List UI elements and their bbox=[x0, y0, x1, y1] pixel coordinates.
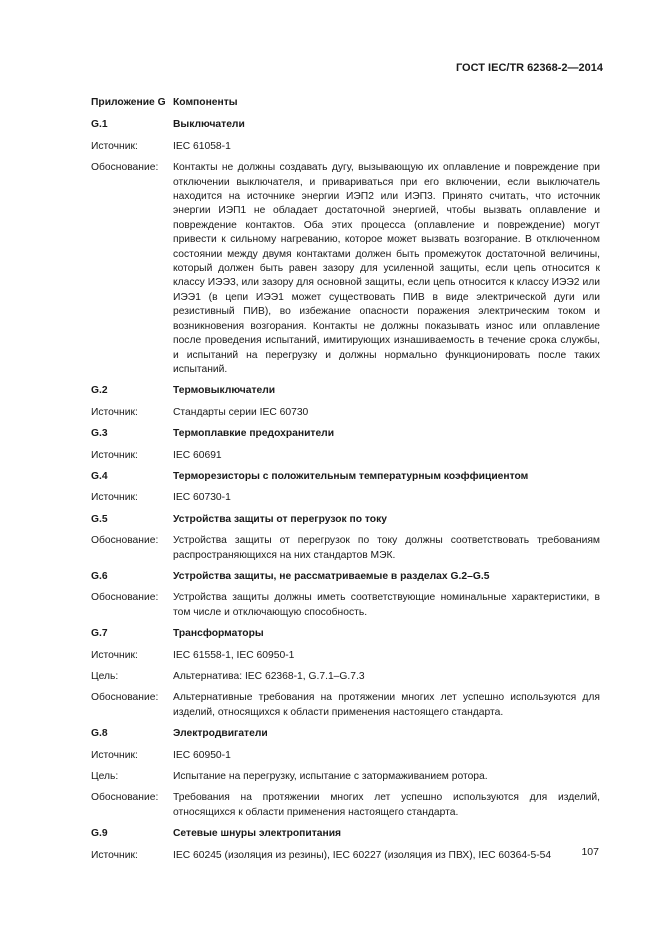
section-title: Терморезисторы с положительным температурным коэффициентом bbox=[173, 470, 529, 482]
field-value: IEC 61058-1 bbox=[173, 140, 231, 152]
field-row bbox=[91, 140, 600, 154]
appendix-heading bbox=[91, 96, 600, 110]
section-number: G.5 bbox=[91, 513, 108, 525]
field-label: Источник: bbox=[91, 406, 138, 418]
field-row bbox=[91, 534, 600, 563]
field-label: Обоснование: bbox=[91, 592, 159, 604]
field-row bbox=[91, 691, 600, 720]
section-title: Устройства защиты от перегрузок по току bbox=[173, 513, 387, 525]
section-number: G.3 bbox=[91, 428, 108, 440]
section-heading bbox=[91, 470, 600, 484]
field-value: Устройства защиты должны иметь соответствующие номинальные характеристики, в том числе и отключающую способность. bbox=[173, 592, 600, 618]
field-row bbox=[91, 406, 600, 420]
field-value: Стандарты серии IEC 60730 bbox=[173, 406, 309, 418]
section-heading bbox=[91, 727, 600, 741]
field-label: Цель: bbox=[91, 671, 119, 682]
field-value: IEC 60245 (изоляция из резины), IEC 60227 (изоляция из ПВХ), IEC 60364-5-54 bbox=[173, 849, 552, 861]
section-title: Термоплавкие предохранители bbox=[173, 428, 335, 440]
section-number: G.6 bbox=[91, 570, 108, 582]
field-label: Источник: bbox=[91, 140, 138, 152]
field-label: Источник: bbox=[91, 649, 138, 661]
field-row bbox=[91, 491, 600, 505]
component-list bbox=[91, 118, 600, 863]
field-row bbox=[91, 649, 600, 663]
section-heading bbox=[91, 384, 600, 398]
field-label: Обоснование: bbox=[91, 535, 159, 547]
section-title: Сетевые шнуры электропитания bbox=[173, 828, 342, 840]
field-row bbox=[91, 591, 600, 620]
section-heading bbox=[91, 427, 600, 441]
section-number: G.9 bbox=[91, 828, 108, 840]
section-heading bbox=[91, 118, 600, 132]
field-row bbox=[91, 670, 600, 684]
field-value: Альтернативные требования на протяжении многих лет успешно используются для изделий, относящихся к области применения настоящего стандарта. bbox=[173, 692, 600, 718]
field-row bbox=[91, 749, 600, 763]
section-title: Выключатели bbox=[173, 119, 245, 131]
section-number: G.8 bbox=[91, 728, 108, 740]
section-number: G.7 bbox=[91, 628, 108, 640]
field-row bbox=[91, 449, 600, 463]
field-label: Обоснование: bbox=[91, 792, 159, 804]
field-label: Источник: bbox=[91, 749, 138, 761]
field-label: Источник: bbox=[91, 849, 138, 861]
field-label: Цель: bbox=[91, 771, 119, 783]
field-value: IEC 60730-1 bbox=[173, 492, 231, 504]
field-value: Требования на протяжении многих лет успешно используются для изделий, относящихся к области применения настоящего стандарта. bbox=[173, 792, 600, 818]
field-value: IEC 60691 bbox=[173, 449, 222, 461]
field-value: IEC 61558-1, IEC 60950-1 bbox=[173, 649, 295, 661]
field-value: Альтернатива: IEC 62368-1, G.7.1–G.7.3 bbox=[173, 671, 365, 682]
section-heading bbox=[91, 627, 600, 641]
field-row bbox=[91, 770, 600, 784]
section-number: G.1 bbox=[91, 119, 108, 131]
page-number: 107 bbox=[581, 846, 599, 858]
document-header: ГОСТ IEC/TR 62368-2—2014 bbox=[455, 62, 603, 74]
section-title: Электродвигатели bbox=[173, 728, 268, 740]
field-row bbox=[91, 791, 600, 820]
field-value: Испытание на перегрузку, испытание с затормаживанием ротора. bbox=[173, 771, 488, 783]
section-number: G.2 bbox=[91, 385, 108, 397]
section-heading bbox=[91, 570, 600, 584]
appendix-title: Компоненты bbox=[173, 97, 238, 108]
field-label: Источник: bbox=[91, 492, 138, 504]
field-value: IEC 60950-1 bbox=[173, 749, 231, 761]
page-content bbox=[91, 96, 600, 870]
section-heading bbox=[91, 513, 600, 527]
field-row bbox=[91, 849, 600, 863]
field-label: Обоснование: bbox=[91, 162, 159, 174]
section-title: Трансформаторы bbox=[173, 628, 264, 640]
section-number: G.4 bbox=[91, 470, 108, 482]
section-title: Термовыключатели bbox=[173, 385, 276, 397]
field-label: Источник: bbox=[91, 449, 138, 461]
section-title: Устройства защиты, не рассматриваемые в разделах G.2–G.5 bbox=[173, 570, 490, 582]
appendix-label: Приложение G bbox=[91, 97, 166, 108]
field-value: Контакты не должны создавать дугу, вызывающую их оплавление и повреждение при отключении выключателя, и привариваться при его включении, если выключатель находится на источнике энергии ИЭП2 или ИЭП3. Принято считать, что источник энергии ИЭП1 не обладает достаточной энергией, чтобы вызвать оплавление и повреждение контактов. Оба этих процесса (оплавление и повреждение) могут привести к сильному нагреванию, которое может вызвать возгорание. В отключенном состоянии между двумя контактами должен быть промежуток достаточной величины, который должен быть равен зазору для усиленной защиты, если цепь относится к классу ИЭЭ3, или зазору для основной защиты, если цепь относится к классу ИЭЭ2 или ИЭЭ1 (в цепи ИЭЭ1 может существовать ПИВ в виде электрической дуги или резистивный ПИВ), во избежание опасности поражения электрическим током и возникновения возгорания. Контакты не должны показывать износ или оплавление после проведения испытаний, имитирующих изнашиваемость в течение срока службы, и испытаний на перегрузку и должны нормально функционировать после таких испытаний. bbox=[173, 162, 600, 375]
field-value: Устройства защиты от перегрузок по току должны соответствовать требованиям распространяющихся на них стандартов МЭК. bbox=[173, 535, 600, 561]
section-heading bbox=[91, 827, 600, 841]
field-label: Обоснование: bbox=[91, 692, 159, 704]
field-row bbox=[91, 161, 600, 377]
